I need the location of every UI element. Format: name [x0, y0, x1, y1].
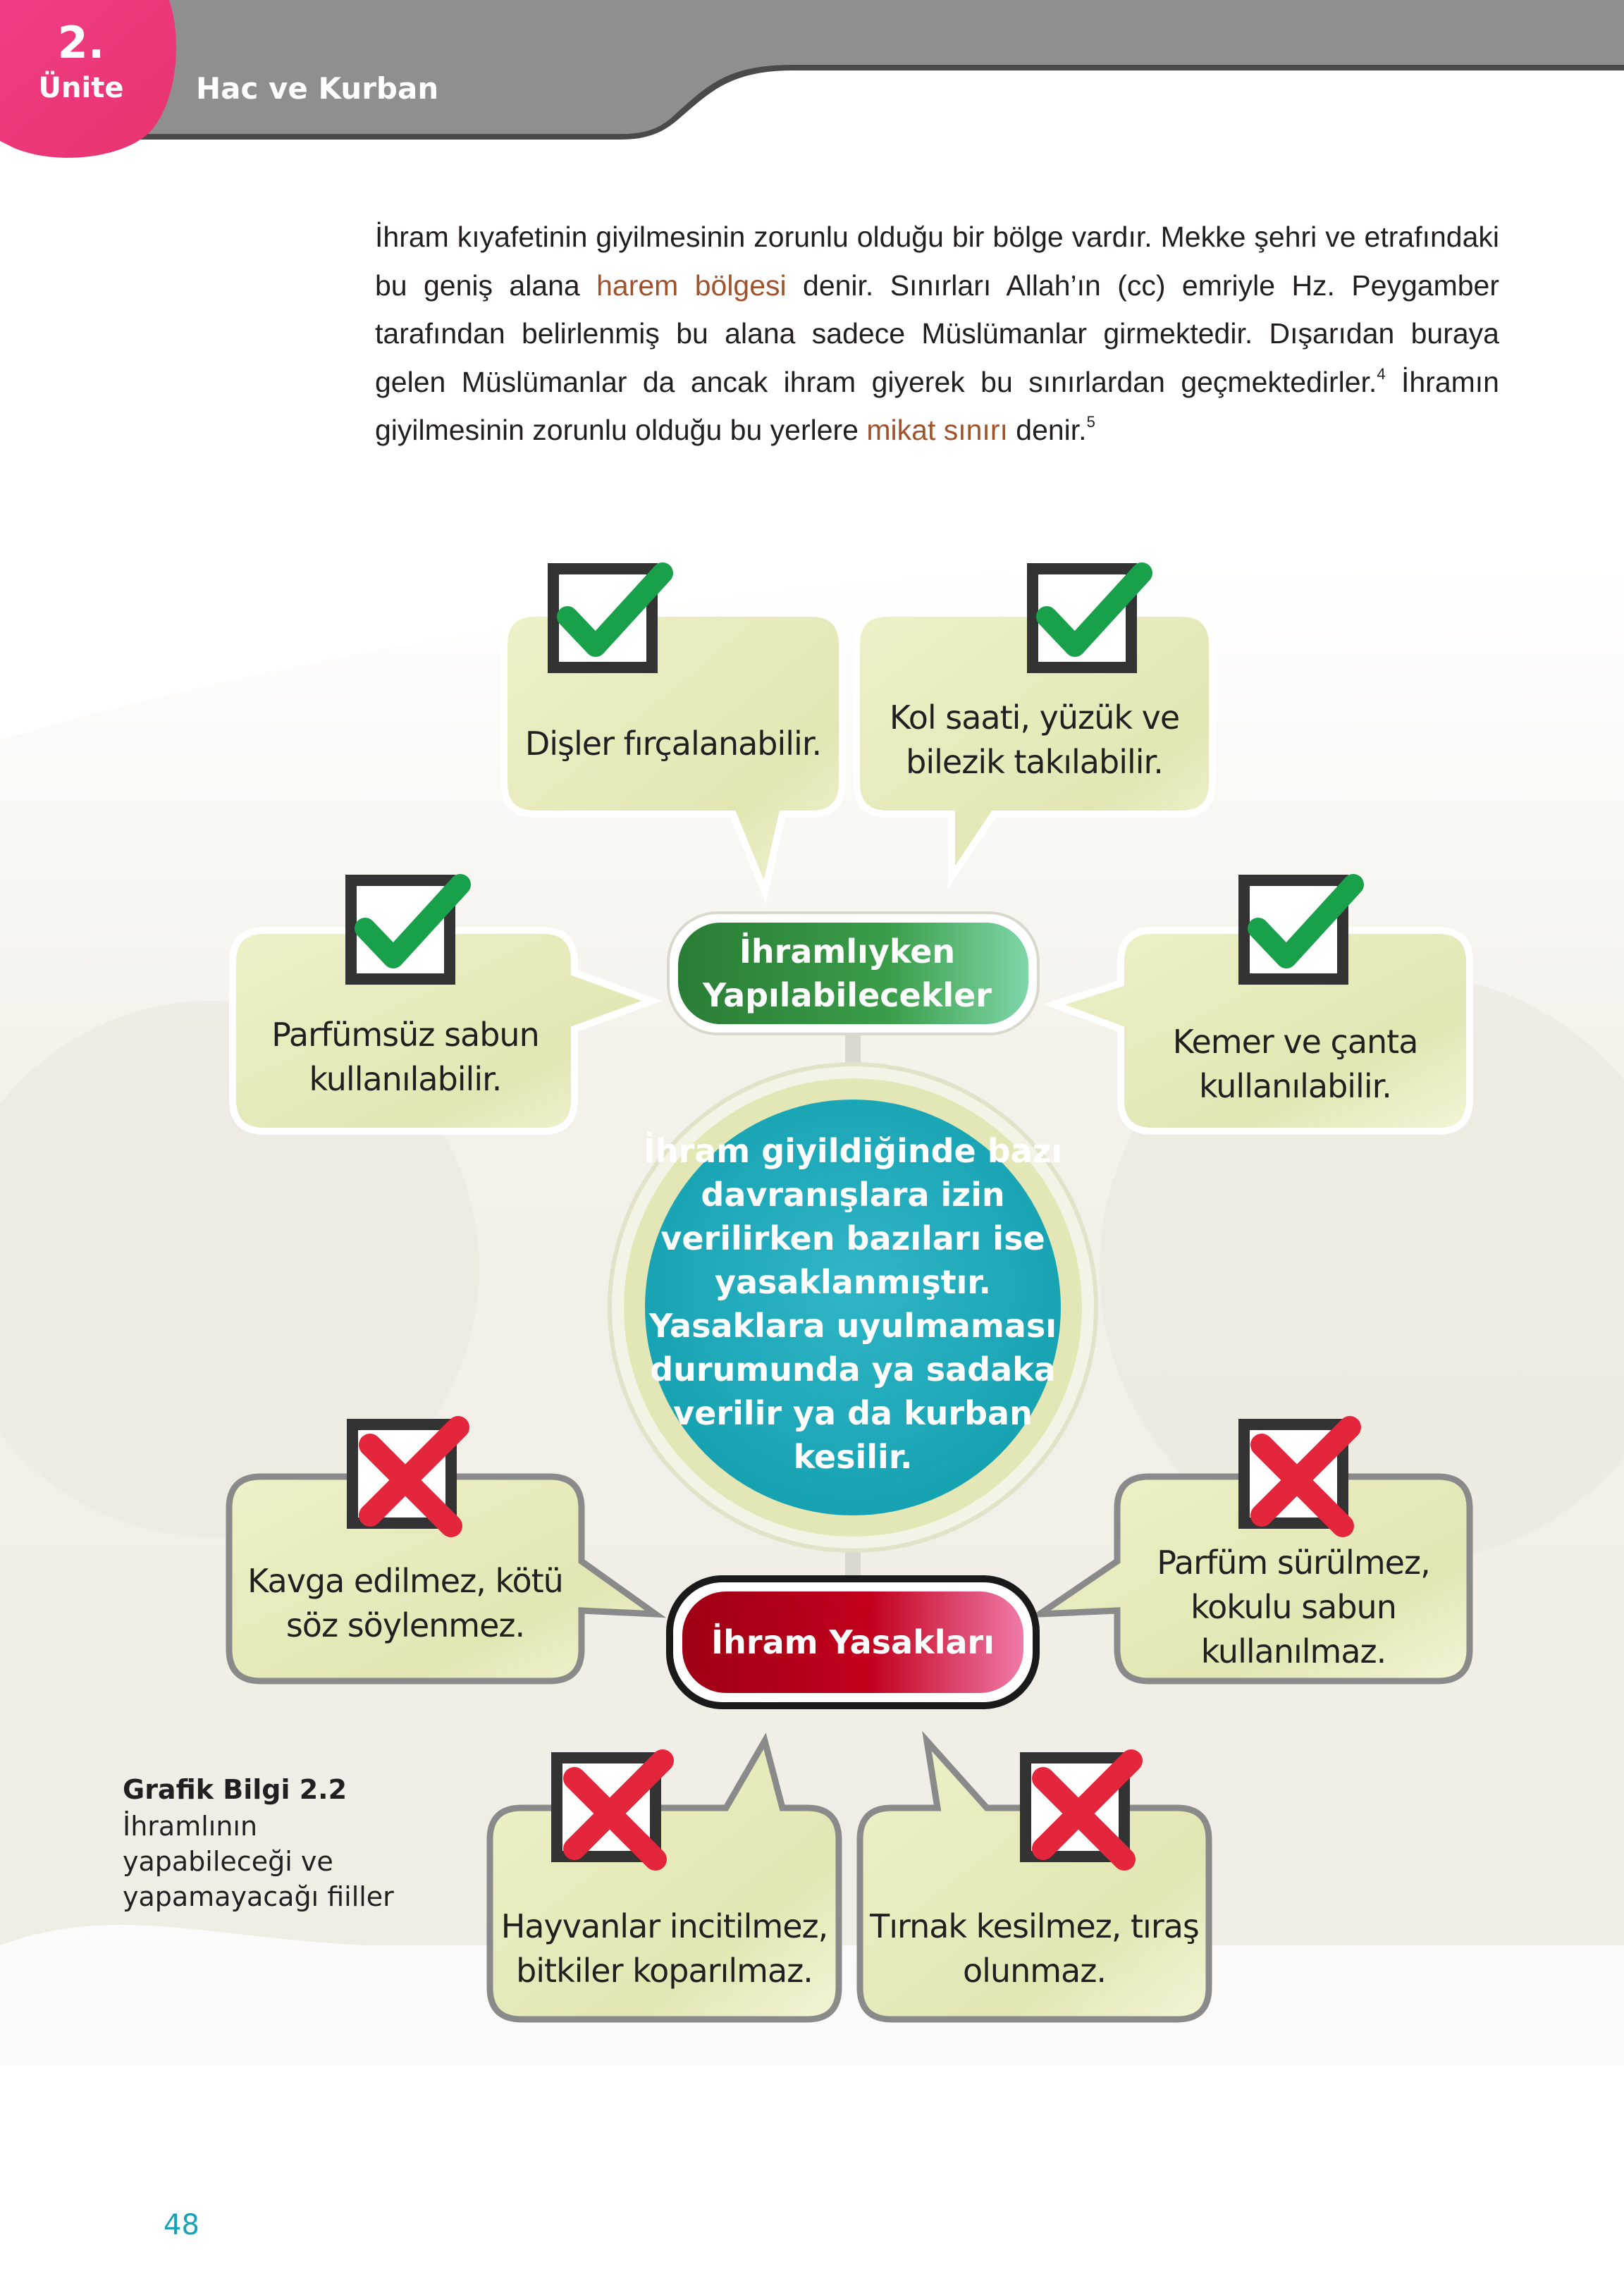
- allowed-item-text: Parfümsüz sabun kullanılabilir.: [271, 1016, 539, 1098]
- allowed-item-text: Dişler fırçalanabilir.: [524, 724, 822, 763]
- cross-icon: [1237, 1413, 1364, 1540]
- caption-body: İhramlının yapabileceği ve yapamayacağı fiiller: [123, 1811, 394, 1912]
- forbidden-item-text: Parfüm sürülmez, kokulu sabun kullanılmaz.: [1157, 1543, 1430, 1670]
- forbidden-item-text: Kavga edilmez, kötü söz söylenmez.: [247, 1562, 563, 1644]
- highlight-term: mikat sınırı: [866, 414, 1008, 446]
- paragraph-text: İhram kıyafetinin giyilmesinin zorunlu olduğu bir bölge vardır. Mekke şehri ve etrafındaki bu geniş alana: [375, 221, 1499, 302]
- cross-icon: [345, 1413, 472, 1540]
- footnote-ref: 5: [1086, 413, 1095, 431]
- unit-title: Hac ve Kurban: [196, 71, 439, 106]
- footnote-ref: 4: [1377, 364, 1386, 383]
- forbidden-item-text: Tırnak kesilmez, tıraş olunmaz.: [870, 1907, 1199, 1990]
- center-text: İhram giyildiğinde bazı davranışlara izin verilirken bazıları ise yasaklanmıştır. Yasaklara uyulmaması durumunda ya sadaka verilir ya da kurban kesilir.: [643, 1132, 1063, 1476]
- forbidden-pill-label: İhram Yasakları: [711, 1623, 995, 1661]
- highlight-term: harem bölgesi: [596, 269, 787, 302]
- unit-label: Ünite: [38, 72, 124, 104]
- cross-icon: [1019, 1747, 1145, 1873]
- paragraph-text: denir. Sınırları Allah’ın (cc) emriyle Hz. Peygamber tarafından belirlenmiş bu alana sadece Müslümanlar girmektedir. Dışarıdan buraya gelen Müslümanlar da ancak ihram giyerek bu sınırlardan geçmektedirler.: [375, 269, 1499, 398]
- paragraph-text: denir.: [1007, 414, 1087, 446]
- paragraph-text: İhramın giyilmesinin zorunlu olduğu bu yerlere: [375, 365, 1499, 446]
- forbidden-item-text: Hayvanlar incitilmez, bitkiler koparılmaz.: [500, 1907, 828, 1990]
- intro-paragraph: [375, 213, 1499, 455]
- allowed-item-text: Kol saati, yüzük ve bilezik takılabilir.: [889, 698, 1180, 781]
- unit-number: 2.: [57, 17, 105, 68]
- page-number: 48: [164, 2209, 199, 2241]
- caption-title: Grafik Bilgi 2.2: [123, 1774, 347, 1805]
- checkmark-icon: [1237, 872, 1364, 999]
- checkmark-icon: [546, 560, 673, 687]
- checkmark-icon: [1026, 560, 1152, 687]
- cross-icon: [550, 1747, 677, 1873]
- allowed-item-text: Kemer ve çanta kullanılabilir.: [1172, 1023, 1418, 1105]
- checkmark-icon: [344, 872, 471, 999]
- allowed-pill-label: İhramlıyken Yapılabilecekler: [702, 932, 992, 1014]
